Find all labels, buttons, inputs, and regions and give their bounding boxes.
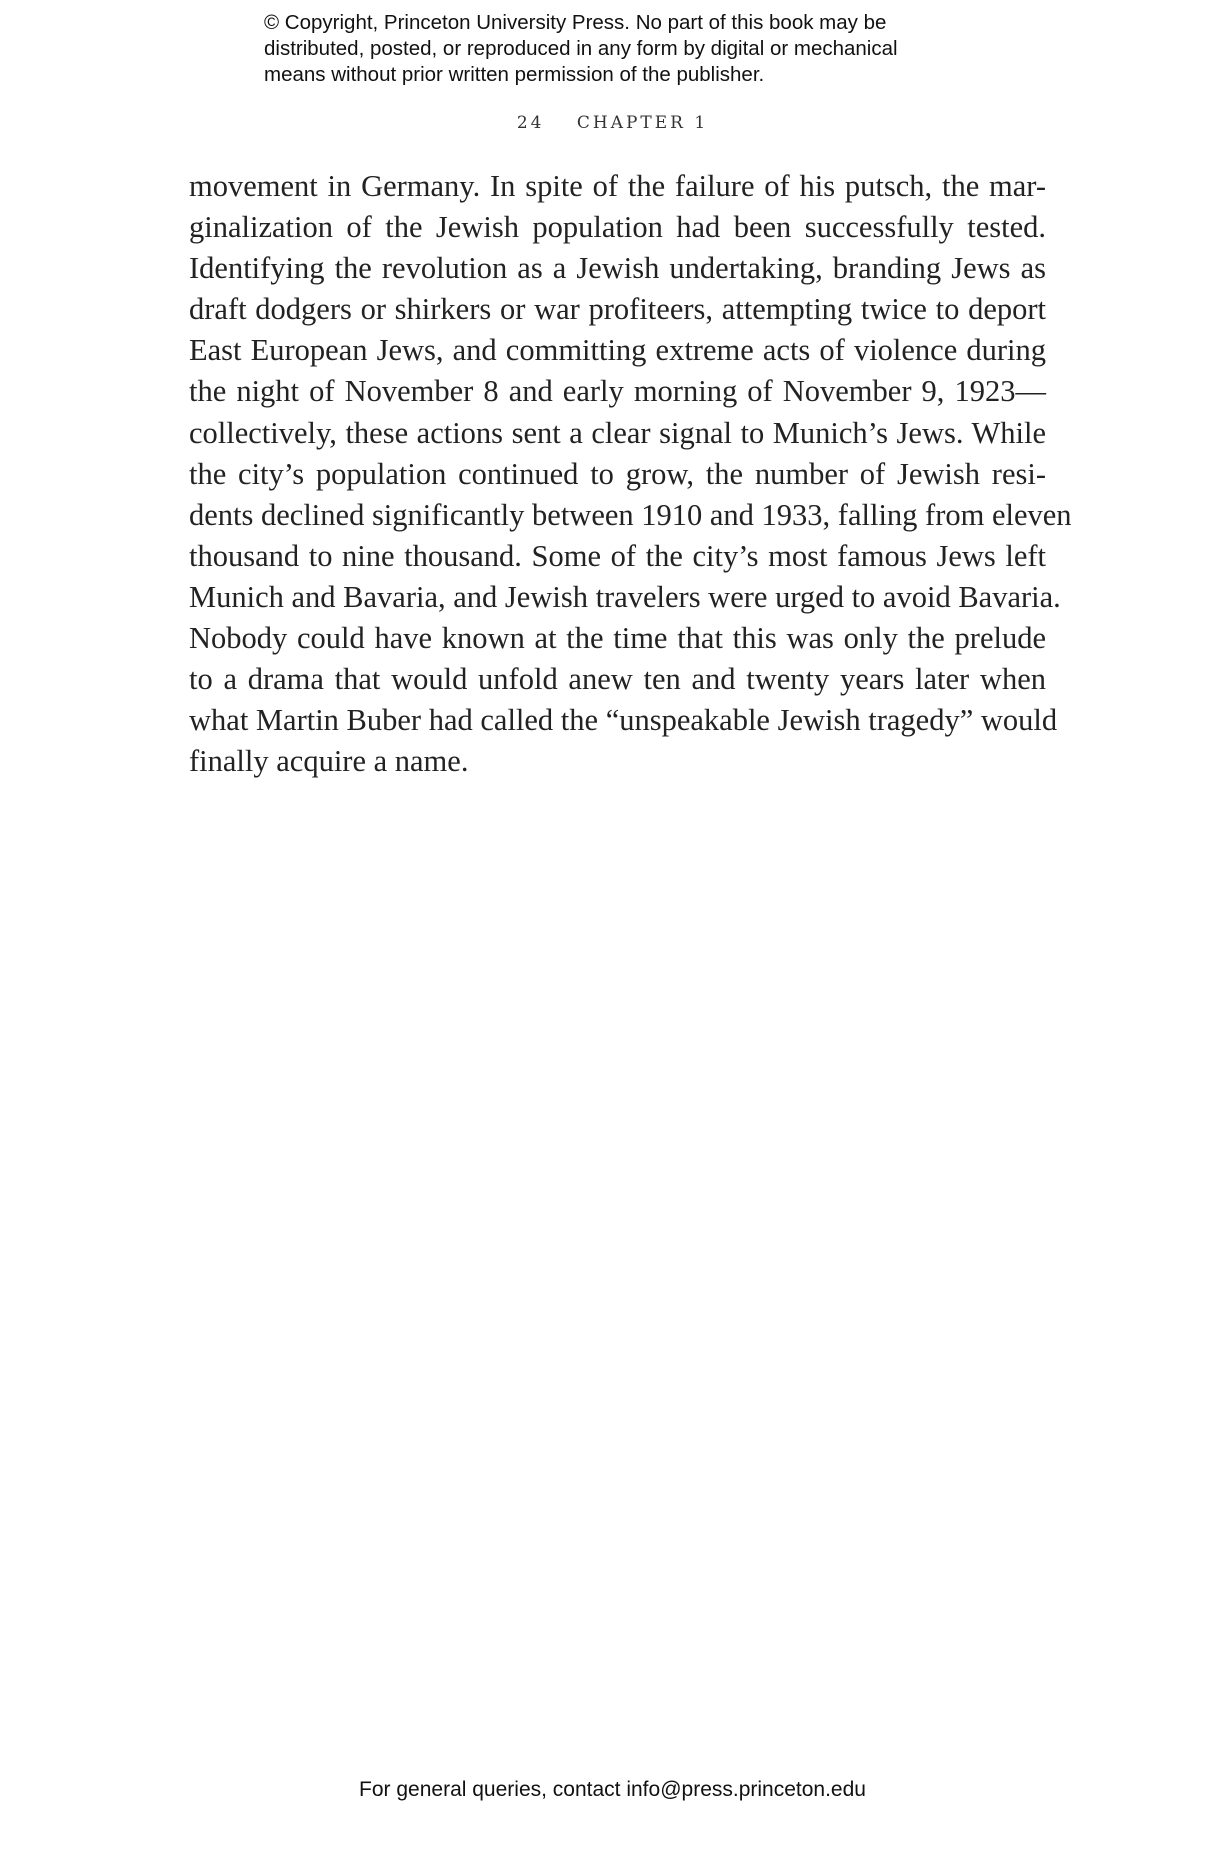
text-line: dents declined significantly between 1910 and 1933, falling from eleven (189, 497, 1072, 532)
footer-contact: For general queries, contact info@press.princeton.edu (359, 1778, 866, 1801)
text-line: finally acquire a name. (189, 744, 469, 779)
copyright-line: distributed, posted, or reproduced in any form by digital or mechanical (264, 37, 898, 60)
text-line: movement in Germany. In spite of the failure of his putsch, the mar- (189, 169, 1046, 203)
copyright-line: means without prior written permission of the publisher. (264, 63, 765, 86)
text-line: Identifying the revolution as a Jewish undertaking, branding Jews as (189, 251, 1046, 286)
copyright-line: © Copyright, Princeton University Press. No part of this book may be (264, 11, 887, 34)
chapter-title: CHAPTER 1 (576, 113, 709, 133)
page-number: 24 (516, 113, 545, 133)
body-paragraph (189, 166, 1072, 782)
running-head (0, 113, 1225, 133)
copyright-notice (264, 10, 1024, 88)
text-line: draft dodgers or shirkers or war profiteers, attempting twice to deport (189, 292, 1046, 327)
text-line: the city’s population continued to grow, the number of Jewish resi- (189, 456, 1046, 491)
text-line: collectively, these actions sent a clear signal to Munich’s Jews. While (189, 415, 1046, 450)
text-line: East European Jews, and committing extreme acts of violence during (189, 333, 1046, 368)
text-line: ginalization of the Jewish population had been successfully tested. (189, 210, 1046, 245)
text-line: to a drama that would unfold anew ten and twenty years later when (189, 662, 1046, 697)
text-line: what Martin Buber had called the “unspeakable Jewish tragedy” would (189, 703, 1058, 738)
text-line: Munich and Bavaria, and Jewish travelers were urged to avoid Bavaria. (189, 579, 1061, 614)
text-line: Nobody could have known at the time that this was only the prelude (189, 621, 1046, 656)
text-line: the night of November 8 and early morning of November 9, 1923— (189, 374, 1046, 409)
text-line: thousand to nine thousand. Some of the city’s most famous Jews left (189, 538, 1046, 573)
